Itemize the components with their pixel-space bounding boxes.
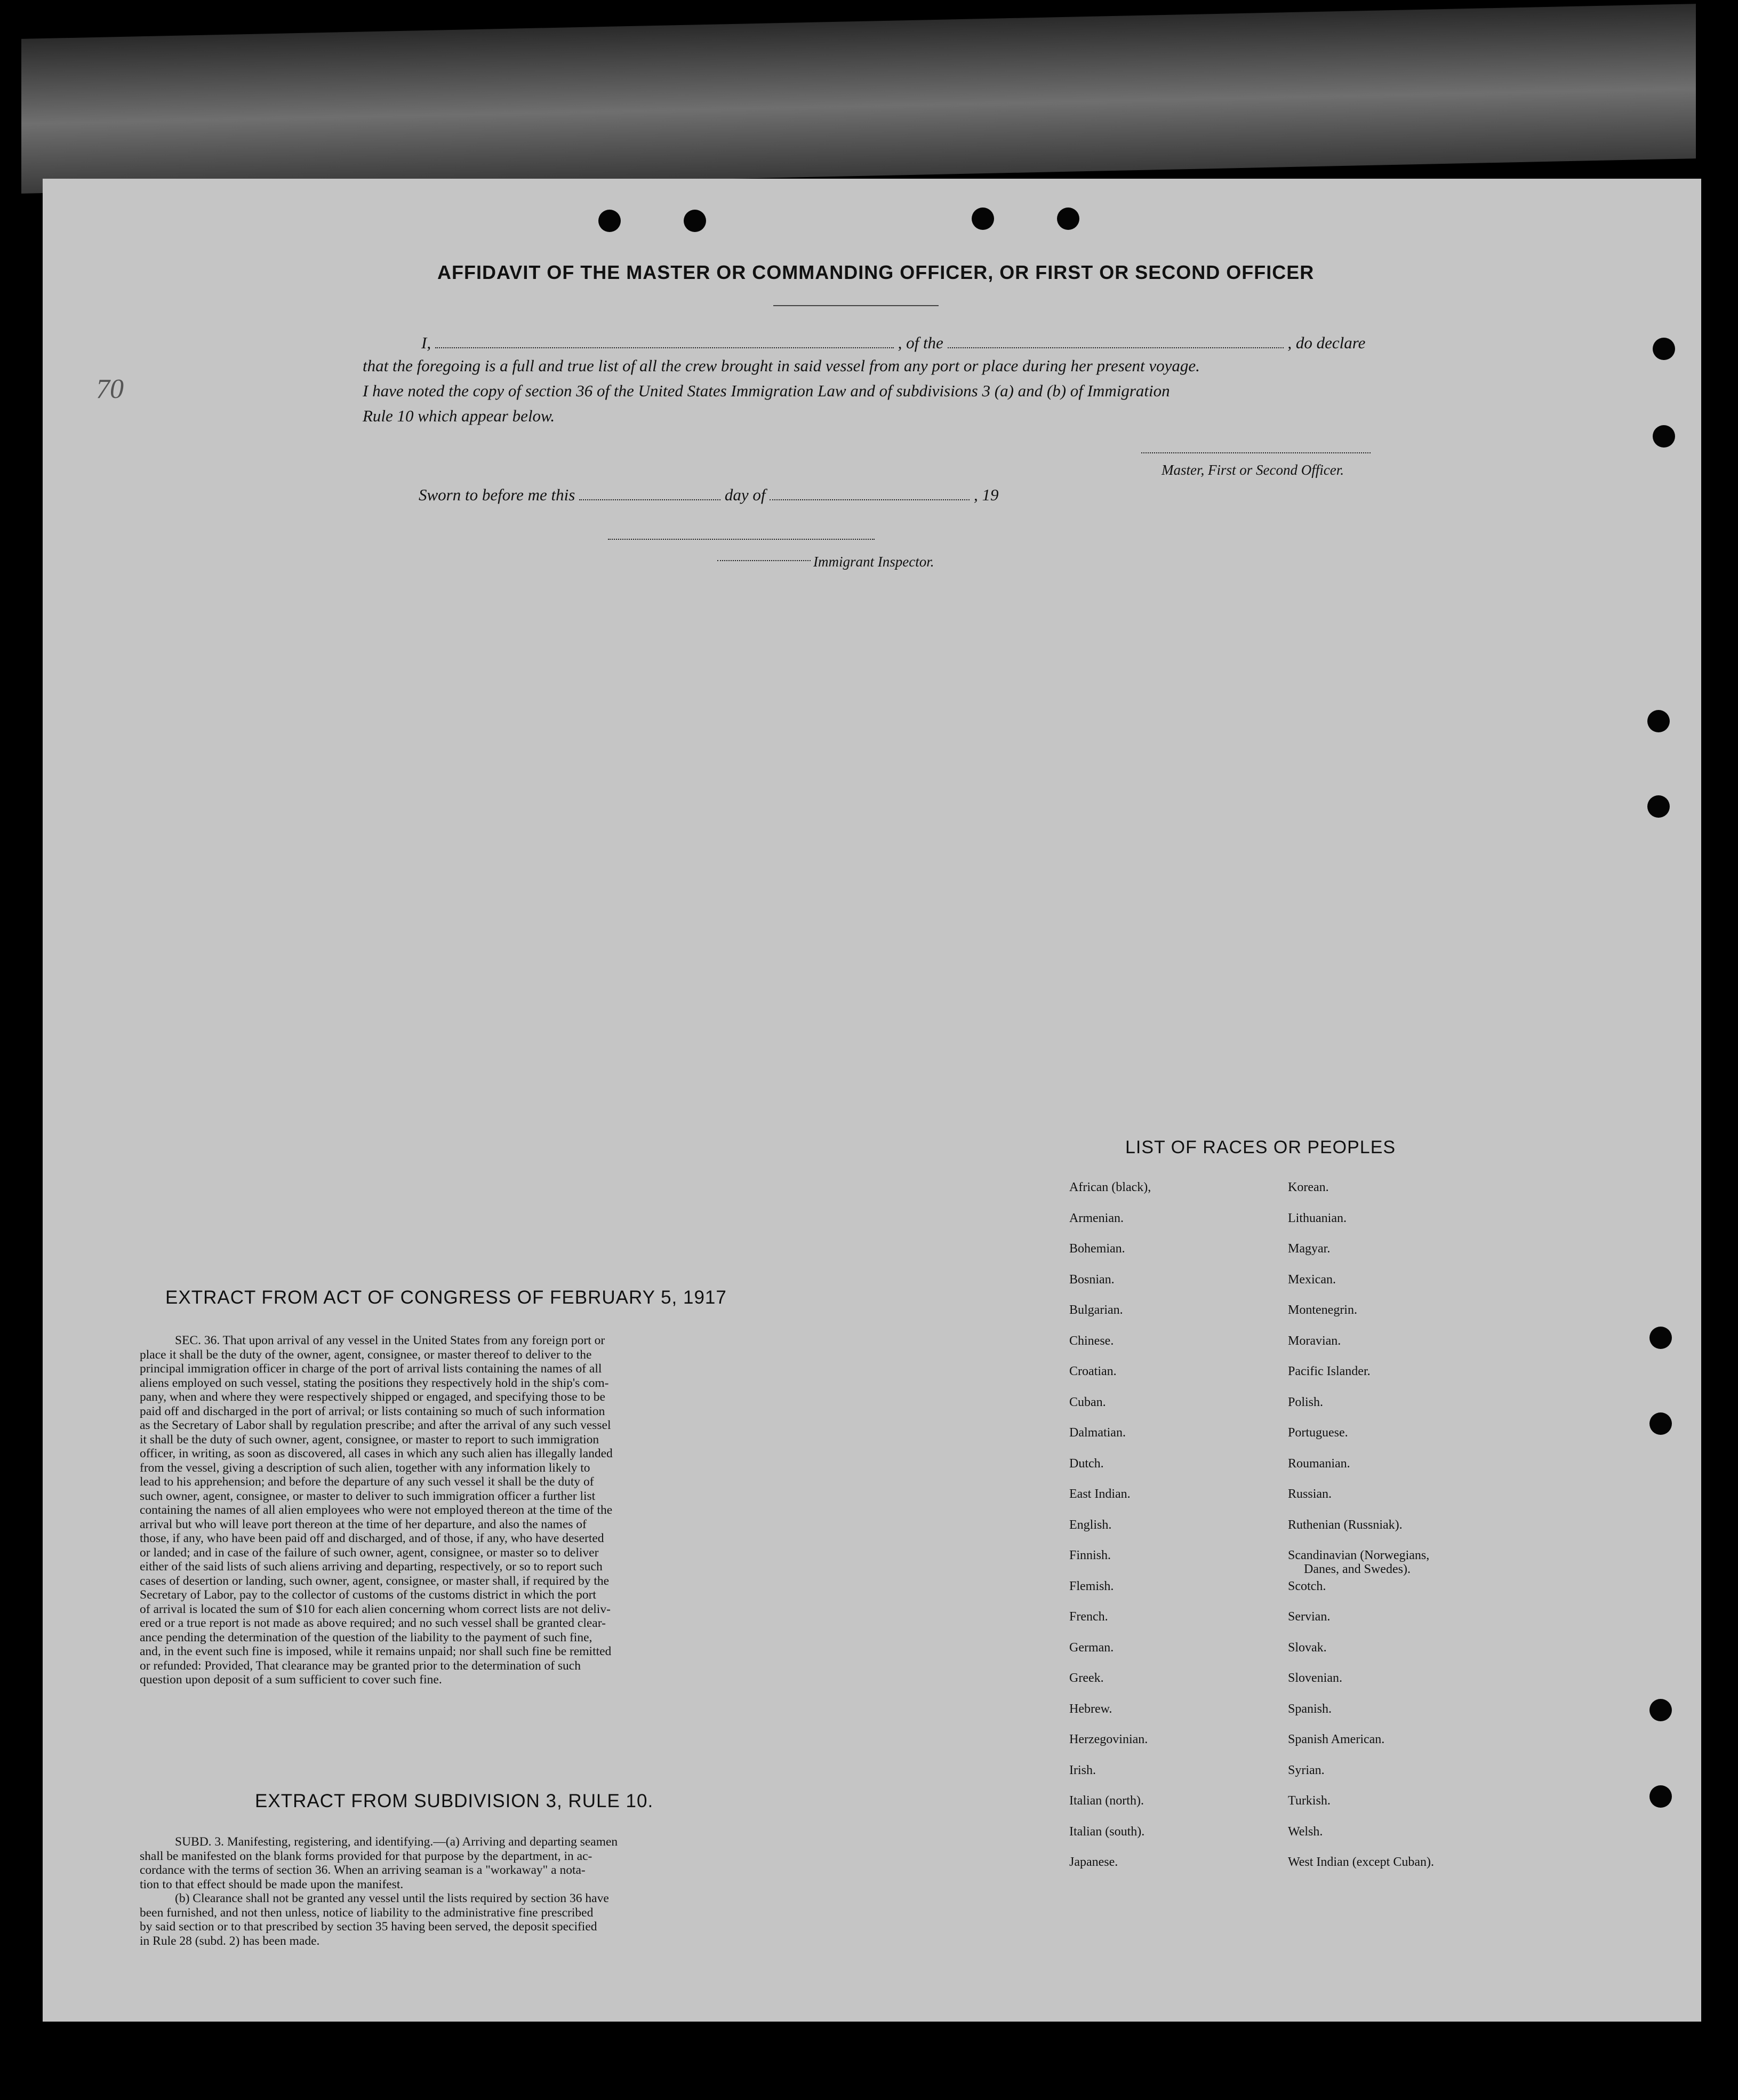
binder-hole [1649, 1412, 1672, 1435]
race-item: Roumanian. [1288, 1456, 1350, 1471]
race-item: Bosnian. [1069, 1272, 1115, 1287]
race-item-continuation: Danes, and Swedes). [1304, 1562, 1411, 1576]
extract-act-body [140, 1334, 774, 1687]
race-item: Irish. [1069, 1763, 1096, 1777]
rule-line: been furnished, and not then unless, notice of liability to the administrative fine prescribed [140, 1905, 594, 1920]
race-item: Italian (north). [1069, 1794, 1144, 1808]
race-item: Montenegrin. [1288, 1303, 1357, 1317]
binder-hole [598, 210, 621, 232]
binder-hole [1653, 425, 1675, 448]
act-line: ered or a true report is not made as above required; and no such vessel shall be granted clear- [140, 1616, 606, 1630]
race-item: Moravian. [1288, 1334, 1341, 1348]
act-line: or landed; and in case of the failure of such owner, agent, consignee, or master so to deliver [140, 1545, 599, 1560]
act-line: cases of desertion or landing, such owner, agent, consignee, or master shall, if required by the [140, 1574, 610, 1588]
binder-hole [1647, 710, 1670, 732]
race-item: Lithuanian. [1288, 1211, 1347, 1225]
margin-note: 70 [96, 374, 124, 404]
sworn-month-blank [770, 499, 970, 500]
race-item: Mexican. [1288, 1272, 1336, 1287]
race-item: Armenian. [1069, 1211, 1124, 1225]
race-item: Italian (south). [1069, 1824, 1145, 1839]
binder-hole [1647, 795, 1670, 818]
race-item: Syrian. [1288, 1763, 1325, 1777]
extract-act-title: EXTRACT FROM ACT OF CONGRESS OF FEBRUARY 5, 1917 [165, 1287, 727, 1308]
act-line: and, in the event such fine is imposed, while it remains unpaid; nor shall such fine be remitted [140, 1644, 612, 1658]
race-item: West Indian (except Cuban). [1288, 1855, 1434, 1869]
act-line: from the vessel, giving a description of such alien, together with any information likely to [140, 1460, 590, 1475]
race-item: Polish. [1288, 1395, 1324, 1409]
binder-hole [1649, 1327, 1672, 1349]
act-line: officer, in writing, as soon as discovered, all cases in which any such alien has illegally landed [140, 1447, 613, 1460]
race-item: Magyar. [1288, 1242, 1331, 1256]
rule-line: (b) Clearance shall not be granted any vessel until the lists required by section 36 have [175, 1891, 609, 1905]
master-caption: Master, First or Second Officer. [1162, 462, 1344, 478]
act-line: as the Secretary of Labor shall by regulation prescribe; and after the arrival of any such vessel [140, 1418, 611, 1432]
act-line: arrival but who will leave port thereon at the time of her departure, and also the names of [140, 1517, 587, 1531]
race-item: Bulgarian. [1069, 1303, 1123, 1317]
race-item: Scandinavian (Norwegians, [1288, 1548, 1430, 1562]
sworn-year: , 19 [973, 485, 999, 504]
title-rule [773, 305, 939, 306]
extract-rule-body [140, 1835, 774, 1948]
affidavit-line-3: I have noted the copy of section 36 of the United States Immigration Law and of subdivisions 3 (a) and (b) of Immigration [363, 381, 1170, 400]
act-line: or refunded: Provided, That clearance may be granted prior to the determination of such [140, 1658, 581, 1673]
act-line: such owner, agent, consignee, or master to deliver to such immigration officer a further list [140, 1489, 596, 1503]
race-item: Slovenian. [1288, 1671, 1342, 1685]
inspector-caption: Immigrant Inspector. [813, 554, 934, 570]
affidavit-i: I, [421, 333, 431, 352]
affidavit-of-the: , of the [898, 333, 943, 352]
master-signature-blank [1141, 452, 1371, 453]
race-item: Flemish. [1069, 1579, 1114, 1593]
vessel-blank [948, 347, 1284, 348]
extract-rule-title: EXTRACT FROM SUBDIVISION 3, RULE 10. [255, 1791, 654, 1811]
affidavit-line-4: Rule 10 which appear below. [363, 406, 555, 425]
races-title: LIST OF RACES OR PEOPLES [1125, 1137, 1396, 1157]
binder-hole [1649, 1699, 1672, 1721]
race-item: Spanish. [1288, 1702, 1332, 1716]
race-item: Greek. [1069, 1671, 1104, 1685]
race-item: French. [1069, 1610, 1108, 1624]
film-edge-band [21, 4, 1696, 194]
race-item: Slovak. [1288, 1640, 1327, 1655]
race-item: Pacific Islander. [1288, 1364, 1371, 1378]
sworn-day-blank [579, 499, 720, 500]
race-item: African (black), [1069, 1180, 1151, 1194]
race-item: Hebrew. [1069, 1702, 1112, 1716]
inspector-signature-blank [608, 539, 875, 540]
act-line: principal immigration officer in charge of the port of arrival lists containing the names of all [140, 1362, 602, 1376]
name-blank [435, 347, 894, 348]
act-line: question upon deposit of a sum sufficient to cover such fine. [140, 1673, 442, 1687]
document-page [43, 179, 1701, 2022]
binder-hole [1057, 207, 1079, 230]
act-line: place it shall be the duty of the owner, agent, consignee, or master thereof to deliver to the [140, 1347, 592, 1362]
race-item: Korean. [1288, 1180, 1329, 1194]
affidavit-title: AFFIDAVIT OF THE MASTER OR COMMANDING OFFICER, OR FIRST OR SECOND OFFICER [437, 261, 1315, 283]
race-item: Dalmatian. [1069, 1426, 1126, 1440]
binder-hole [972, 207, 994, 230]
affidavit-line-1 [421, 333, 1365, 353]
rule-line: in Rule 28 (subd. 2) has been made. [140, 1934, 320, 1948]
race-item: Russian. [1288, 1487, 1332, 1501]
race-item: Japanese. [1069, 1855, 1118, 1869]
affidavit-declare: , do declare [1287, 333, 1366, 352]
race-item: Servian. [1288, 1610, 1331, 1624]
sworn-prefix: Sworn to before me this [419, 485, 575, 504]
inspector-caption-rule [717, 560, 811, 561]
binder-hole [1649, 1785, 1672, 1808]
race-item: East Indian. [1069, 1487, 1131, 1501]
act-line: aliens employed on such vessel, stating the positions they respectively hold in the ship's com- [140, 1376, 609, 1390]
act-line: SEC. 36. That upon arrival of any vessel in the United States from any foreign port or [175, 1334, 605, 1347]
race-item: Spanish American. [1288, 1732, 1385, 1746]
rule-line: SUBD. 3. Manifesting, registering, and identifying.—(a) Arriving and departing seamen [175, 1835, 618, 1849]
race-item: German. [1069, 1640, 1114, 1655]
race-item: Portuguese. [1288, 1426, 1348, 1440]
race-item: Bohemian. [1069, 1242, 1125, 1256]
race-item: Ruthenian (Russniak). [1288, 1518, 1403, 1532]
act-line: either of the said lists of such aliens arriving and departing, respectively, or so to report such [140, 1560, 603, 1574]
race-item: Welsh. [1288, 1824, 1323, 1839]
rule-line: cordance with the terms of section 36. When an arriving seaman is a "workaway" a nota- [140, 1863, 586, 1877]
rule-line: shall be manifested on the blank forms provided for that purpose by the department, in ac- [140, 1849, 592, 1863]
act-line: ance pending the determination of the question of the liability to the payment of such fine, [140, 1630, 592, 1644]
rule-line: by said section or to that prescribed by section 35 having been served, the deposit specified [140, 1920, 597, 1934]
race-item: Scotch. [1288, 1579, 1326, 1593]
race-item: Cuban. [1069, 1395, 1106, 1409]
binder-hole [684, 210, 706, 232]
race-item: Finnish. [1069, 1548, 1111, 1562]
act-line: it shall be the duty of such owner, agent, consignee, or master to report to such immigration [140, 1432, 599, 1447]
binder-hole [1653, 338, 1675, 360]
affidavit-line-2: that the foregoing is a full and true list of all the crew brought in said vessel from any port or place during her present voyage. [363, 356, 1200, 375]
act-line: those, if any, who have been paid off and discharged, and of those, if any, who have deserted [140, 1531, 604, 1545]
race-item: English. [1069, 1518, 1112, 1532]
act-line: pany, when and where they were respectively shipped or engaged, and specifying those to be [140, 1390, 605, 1404]
race-item: Turkish. [1288, 1794, 1331, 1808]
sworn-line [419, 485, 998, 505]
act-line: of arrival is located the sum of $10 for each alien concerning whom correct lists are not deliv- [140, 1602, 611, 1616]
sworn-day-of: day of [724, 485, 766, 504]
race-item: Croatian. [1069, 1364, 1117, 1378]
act-line: containing the names of all alien employees who were not employed thereon at the time of the [140, 1503, 613, 1517]
race-item: Herzegovinian. [1069, 1732, 1148, 1746]
act-line: paid off and discharged in the port of arrival; or lists containing so much of such information [140, 1404, 605, 1418]
race-item: Dutch. [1069, 1456, 1104, 1471]
rule-line: tion to that effect should be made upon the manifest. [140, 1877, 404, 1891]
act-line: lead to his apprehension; and before the departure of any such vessel it shall be the duty of [140, 1475, 594, 1489]
act-line: Secretary of Labor, pay to the collector of customs of the customs district in which the port [140, 1588, 596, 1602]
race-item: Chinese. [1069, 1334, 1114, 1348]
